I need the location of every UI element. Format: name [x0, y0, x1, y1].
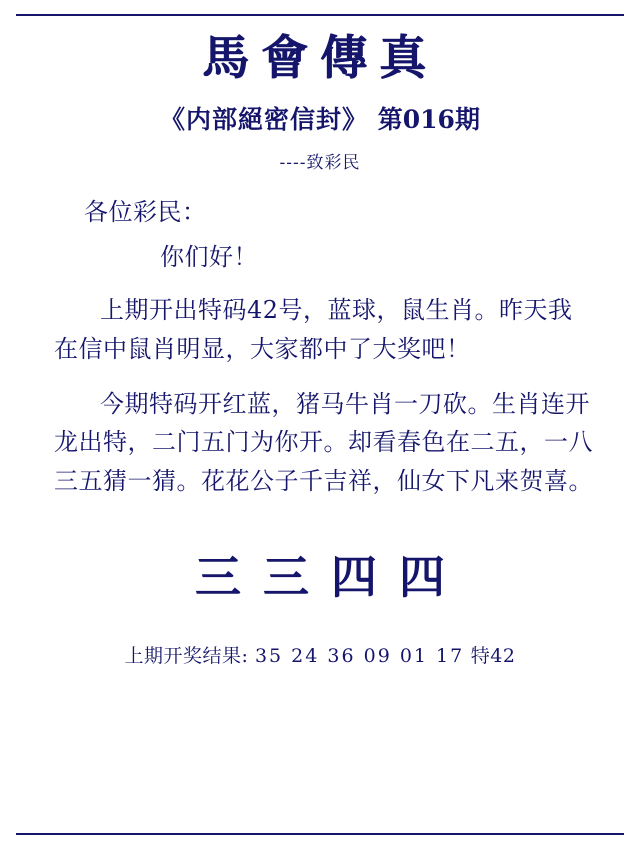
addressee-line: ----致彩民 [279, 153, 361, 174]
bottom-divider [16, 833, 624, 835]
subtitle-line [0, 100, 640, 136]
greeting-primary: 各位彩民： [84, 198, 207, 227]
paragraph-previous-result: 上期开出特码42号，蓝球，鼠生肖。昨天我在信中鼠肖明显，大家都中了大奖吧！ [54, 295, 573, 363]
top-divider [16, 14, 624, 16]
greeting-secondary: 你们好！ [160, 242, 258, 271]
page-title: 馬會傳真 [202, 31, 438, 86]
result-label: 上期开奖结果: [124, 645, 249, 668]
letter-body [0, 193, 640, 501]
previous-draw-result [0, 641, 640, 668]
issue-label: 第016期 [377, 105, 480, 135]
result-numbers: 35 24 36 09 01 17 [254, 645, 465, 668]
paragraph-current-tip: 今期特码开红蓝，猪马牛肖一刀砍。生肖连开龙出特，二门五门为你开。却看春色在二五，一八三五猜一猜。花花公子千吉祥，仙女下凡来贺喜。 [54, 389, 593, 496]
lucky-numbers: 三三四四 [195, 550, 467, 605]
document-content [0, 22, 640, 668]
result-special-number: 特42 [470, 645, 516, 668]
subtitle-bracketed-text: 《内部絕密信封》 [160, 105, 369, 135]
